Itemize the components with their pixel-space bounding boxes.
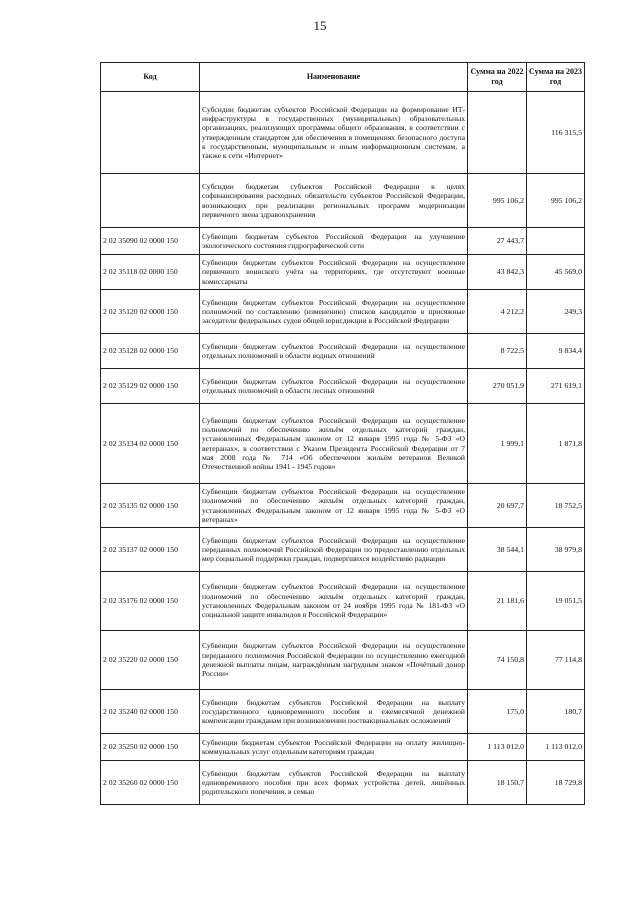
row-name: Субвенции бюджетам субъектов Российской Федерации на осуществление полномочий по обеспечению жильём отдельных категорий граждан, установленных Федеральным законом от 24 ноября 1995 года № 181-ФЗ «О социальной защите инвалидов в Российской Федерации» [200,572,468,631]
row-code [101,92,200,174]
row-name: Субвенции бюджетам субъектов Российской Федерации на осуществление отдельных полномочий в области водных отношений [200,334,468,369]
row-sum-2022 [468,92,527,174]
row-code: 2 02 35250 02 0000 150 [101,734,200,761]
table-row [101,174,585,228]
row-sum-2022: 175,0 [468,690,527,734]
row-sum-2023: 271 619,1 [527,369,585,404]
table-row [101,761,585,805]
row-sum-2022: 27 443,7 [468,228,527,255]
row-name: Субсидии бюджетам субъектов Российской Федерации на формирование ИТ-инфраструктуры в государственных (муниципальных) образовательных организациях, реализующих программы общего образования, в соответствии с утвержденным стандартом для обеспечения в помещениях безопасного доступа к государственным, муниципальным и иным информационным системам, а также к сети «Интернет» [200,92,468,174]
row-sum-2023: 77 114,8 [527,631,585,690]
header-code: Код [101,63,200,92]
row-code: 2 02 35090 02 0000 150 [101,228,200,255]
row-name: Субвенции бюджетам субъектов Российской Федерации на осуществление первичного воинского учёта на территориях, где отсутствуют военные комиссариаты [200,255,468,290]
page-number: 15 [313,18,327,33]
row-name: Субвенции бюджетам субъектов Российской Федерации на осуществление переданных полномочий Российской Федерации по предоставлению отдельных мер социальной поддержки граждан, подвергшихся воздействию радиации [200,528,468,572]
table-row [101,369,585,404]
row-name: Субвенции бюджетам субъектов Российской Федерации на осуществление полномочий по составлению (изменению) списков кандидатов в присяжные заседатели федеральных судов общей юрисдикции в Российской Федерации [200,290,468,334]
table-header-row [101,63,585,92]
table-row [101,572,585,631]
row-sum-2022: 4 212,2 [468,290,527,334]
row-sum-2023: 1 871,8 [527,404,585,484]
row-sum-2023: 18 729,8 [527,761,585,805]
row-code: 2 02 35137 02 0000 150 [101,528,200,572]
table-row [101,290,585,334]
table-row [101,528,585,572]
row-name: Субвенции бюджетам субъектов Российской Федерации на осуществление переданного полномочия Российской Федерации по осуществлению ежегодной денежной выплаты лицам, награждённым нагрудным знаком «Почётный донор России» [200,631,468,690]
row-sum-2022: 1 113 012,0 [468,734,527,761]
row-sum-2022: 18 150,7 [468,761,527,805]
row-code: 2 02 35220 02 0000 150 [101,631,200,690]
row-sum-2023: 180,7 [527,690,585,734]
header-sum-2023: Сумма на 2023 год [527,63,585,92]
row-sum-2022: 8 722,5 [468,334,527,369]
row-sum-2022: 270 051,9 [468,369,527,404]
row-code: 2 02 35260 02 0000 150 [101,761,200,805]
row-name: Субвенции бюджетам субъектов Российской Федерации на осуществление полномочий по обеспечению жильём отдельных категорий граждан, установленных Федеральным законом от 12 января 1995 года № 5-ФЗ «О ветеранах», в соответствии с Указом Президента Российской Федерации от 7 мая 2008 года № 714 «Об обеспечении жильём ветеранов Великой Отечественной войны 1941 - 1945 годов» [200,404,468,484]
row-code: 2 02 35118 02 0000 150 [101,255,200,290]
row-name: Субвенции бюджетам субъектов Российской Федерации на оплату жилищно-коммунальных услуг отдельным категориям граждан [200,734,468,761]
row-name: Субвенции бюджетам субъектов Российской Федерации на выплату единовременного пособия при всех формах устройства детей, лишённых родительского попечения, в семью [200,761,468,805]
table-row [101,404,585,484]
row-code: 2 02 35240 02 0000 150 [101,690,200,734]
row-sum-2022: 38 544,1 [468,528,527,572]
table-row [101,484,585,528]
row-code: 2 02 35135 02 0000 150 [101,484,200,528]
row-sum-2023: 249,3 [527,290,585,334]
row-name: Субсидии бюджетам субъектов Российской Федерации в целях софинансирования расходных обязательств субъектов Российской Федерации, возникающих при реализации региональных программ модернизации первичного звена здравоохранения [200,174,468,228]
row-code: 2 02 35129 02 0000 150 [101,369,200,404]
row-code: 2 02 35128 02 0000 150 [101,334,200,369]
row-sum-2023: 19 051,5 [527,572,585,631]
table-row [101,228,585,255]
table-row [101,631,585,690]
row-sum-2023: 38 979,8 [527,528,585,572]
row-code: 2 02 35134 02 0000 150 [101,404,200,484]
row-sum-2023: 1 113 012,0 [527,734,585,761]
row-sum-2022: 1 999,1 [468,404,527,484]
table-row [101,255,585,290]
row-name: Субвенции бюджетам субъектов Российской Федерации на осуществление отдельных полномочий в области лесных отношений [200,369,468,404]
row-sum-2023: 18 752,5 [527,484,585,528]
row-sum-2023: 9 834,4 [527,334,585,369]
table-row [101,334,585,369]
row-sum-2022: 43 842,3 [468,255,527,290]
row-name: Субвенции бюджетам субъектов Российской Федерации на осуществление полномочий по обеспечению жильём отдельных категорий граждан, установленных Федеральным законом от 12 января 1995 года № 5-ФЗ «О ветеранах» [200,484,468,528]
row-sum-2023: 45 569,0 [527,255,585,290]
header-name: Наименование [200,63,468,92]
row-name: Субвенции бюджетам субъектов Российской Федерации на улучшение экологического состояния гидрографической сети [200,228,468,255]
row-sum-2022: 20 697,7 [468,484,527,528]
row-sum-2023: 116 315,5 [527,92,585,174]
row-sum-2022: 74 150,8 [468,631,527,690]
table-row [101,690,585,734]
row-code [101,174,200,228]
row-sum-2022: 21 181,6 [468,572,527,631]
row-sum-2023: 995 106,2 [527,174,585,228]
row-code: 2 02 35176 02 0000 150 [101,572,200,631]
table-row [101,92,585,174]
row-code: 2 02 35120 02 0000 150 [101,290,200,334]
row-name: Субвенции бюджетам субъектов Российской Федерации на выплату государственного единовременного пособия и ежемесячной денежной компенсации гражданам при возникновении поствакцинальных осложнений [200,690,468,734]
header-sum-2022: Сумма на 2022 год [468,63,527,92]
table-row [101,734,585,761]
row-sum-2023 [527,228,585,255]
budget-table [100,62,585,805]
row-sum-2022: 995 106,2 [468,174,527,228]
